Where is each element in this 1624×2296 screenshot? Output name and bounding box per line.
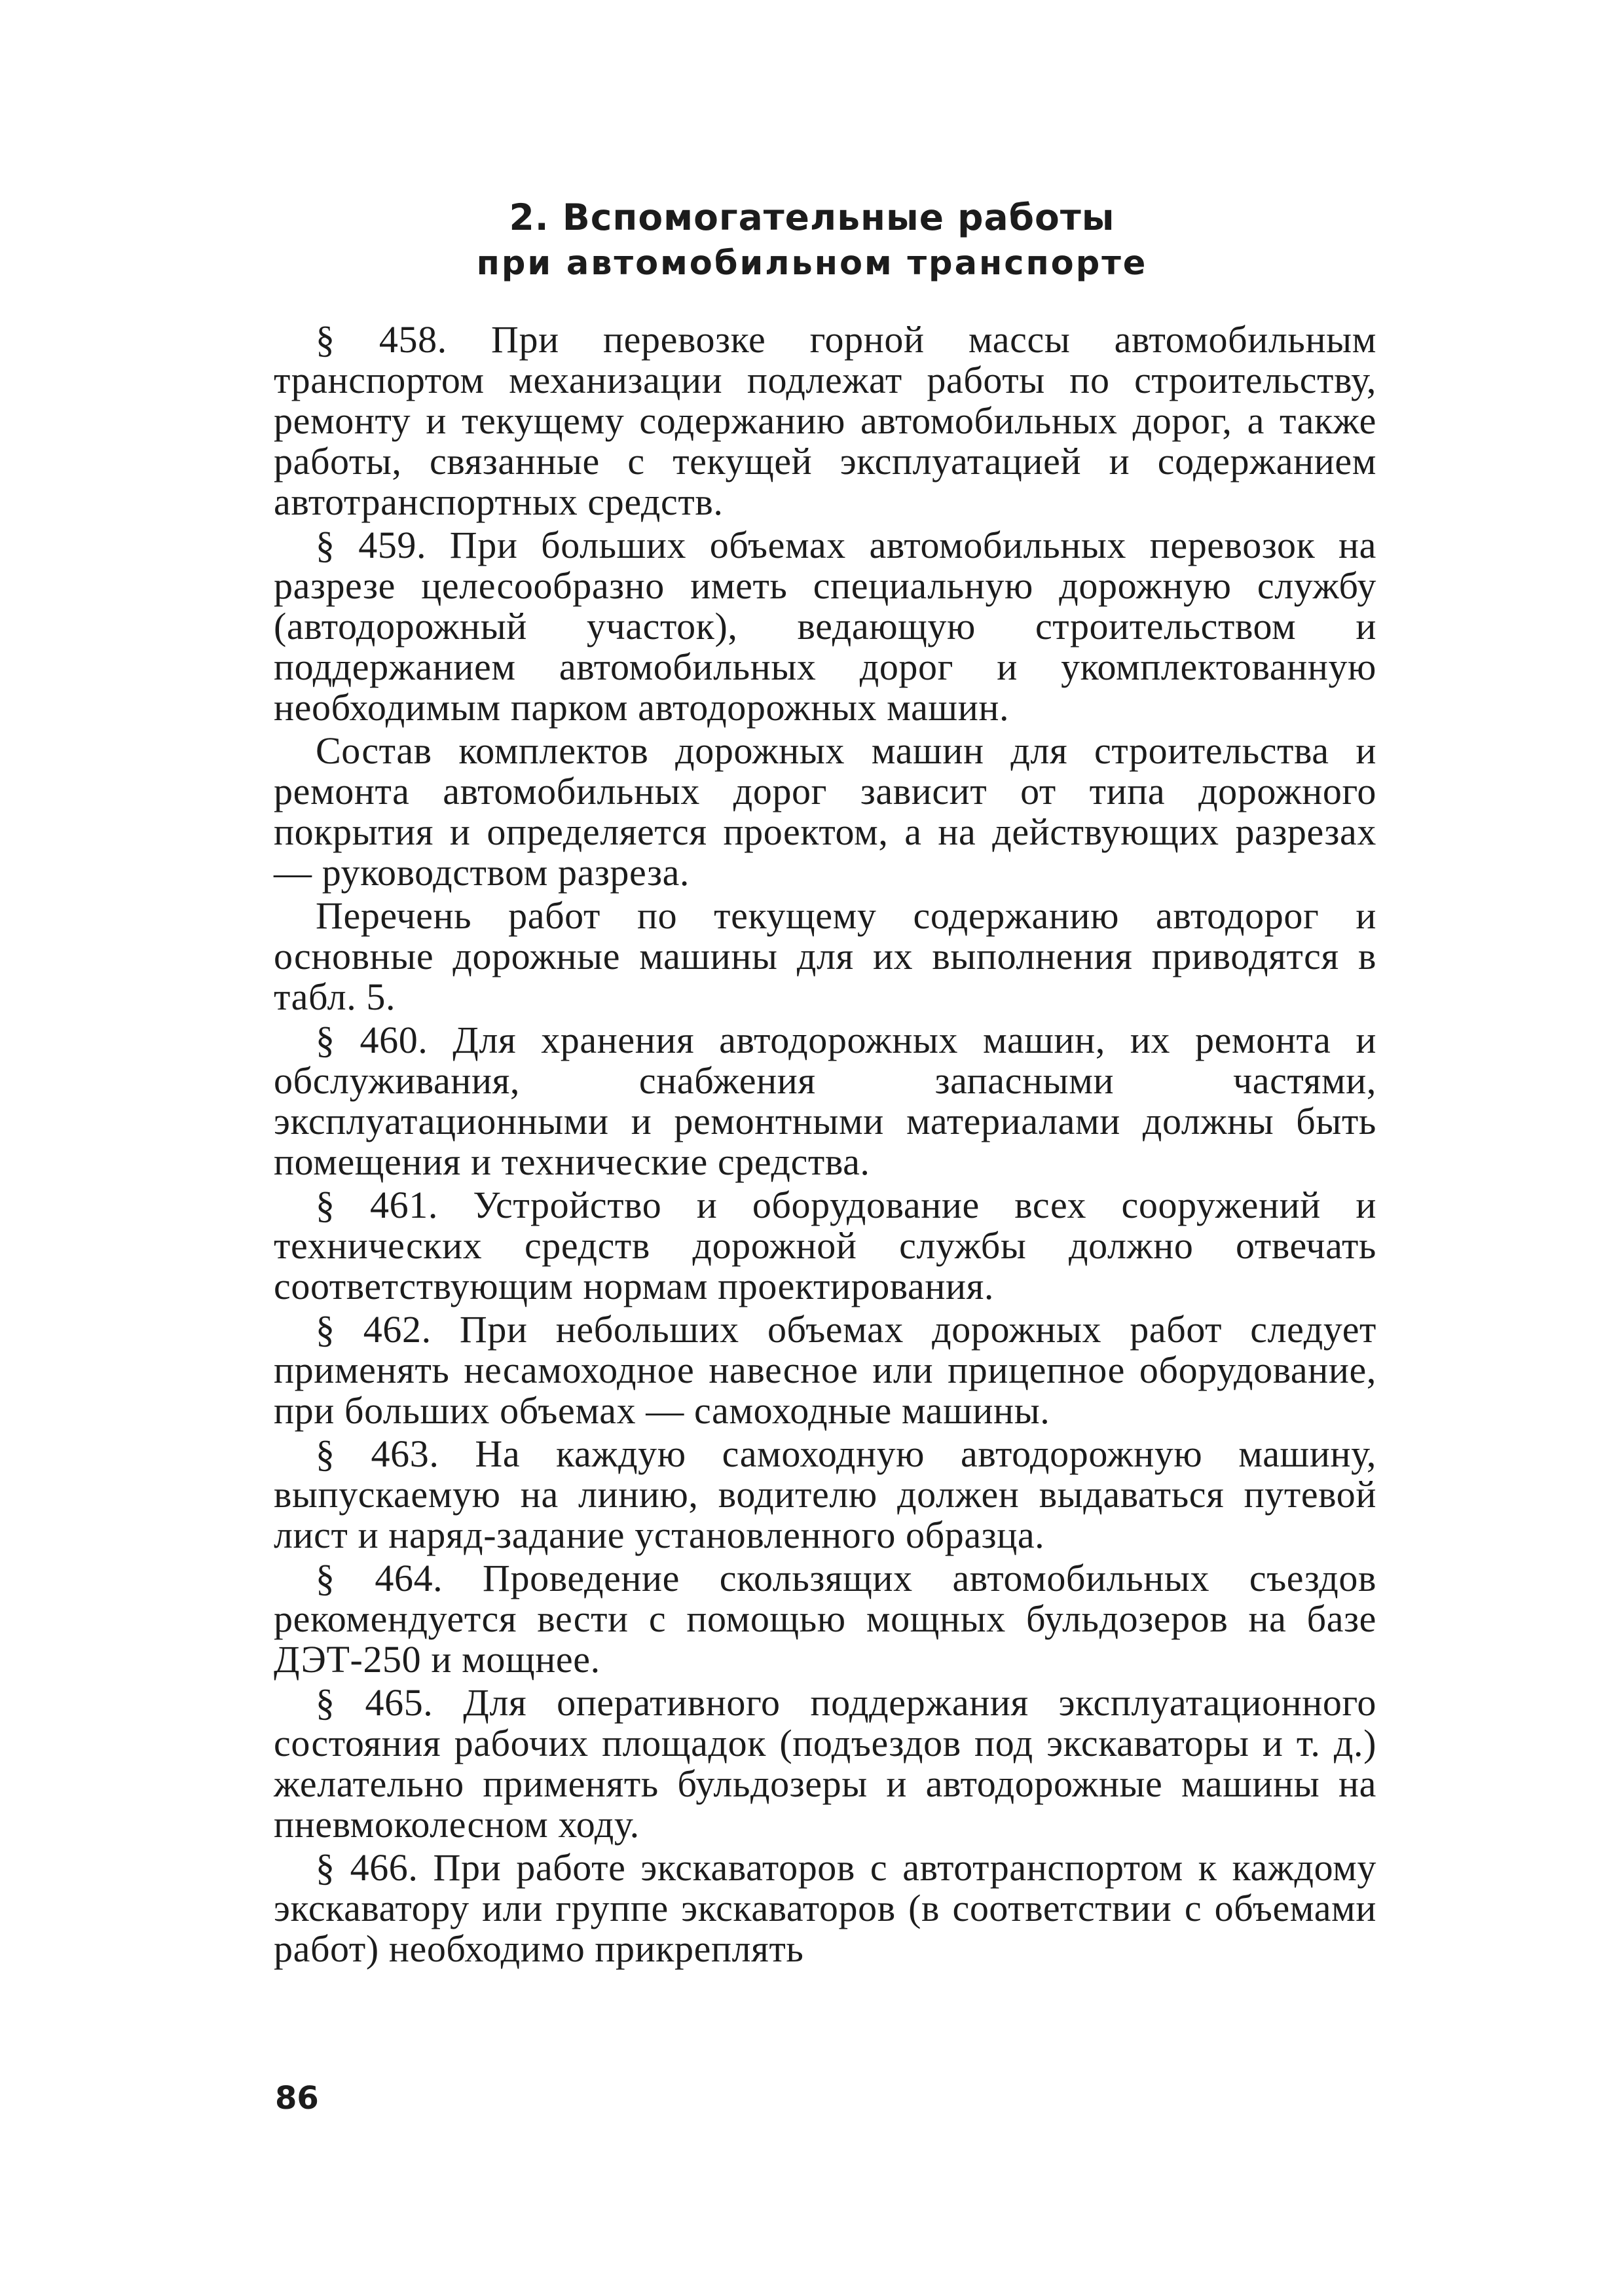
paragraph-464: § 464. Проведение скользящих автомобильных съездов рекомендуется вести с помощью мощных бульдозеров на базе ДЭТ-250 и мощнее.: [274, 1557, 1376, 1681]
paragraph-461: § 461. Устройство и оборудование всех сооружений и технических средств дорожной службы должно отвечать соответствующим нормам проектирования.: [274, 1184, 1376, 1307]
page-number: 86: [275, 2080, 319, 2117]
paragraph-machine-sets: Состав комплектов дорожных машин для строительства и ремонта автомобильных дорог зависит от типа дорожного покрытия и определяется проектом, а на действующих разрезах — руководством разреза.: [274, 729, 1376, 894]
paragraph-463: § 463. На каждую самоходную автодорожную машину, выпускаемую на линию, водителю должен выдаваться путевой лист и наряд-задание установленного образца.: [274, 1432, 1376, 1556]
paragraph-460: § 460. Для хранения автодорожных машин, их ремонта и обслуживания, снабжения запасными частями, эксплуатационными и ремонтными материалами должны быть помещения и технические средства.: [274, 1019, 1376, 1183]
body-text: [274, 319, 1376, 1972]
section-heading-line-2: при автомобильном транспорте: [476, 244, 1148, 283]
section-heading-line-1: 2. Вспомогательные работы: [509, 196, 1115, 238]
paragraph-458: § 458. При перевозке горной массы автомобильным транспортом механизации подлежат работы по строительству, ремонту и текущему содержанию автомобильных дорог, а также работы, связанные с текущей эксплуатацией и содержанием автотранспортных средств.: [274, 318, 1376, 523]
paragraph-466: § 466. При работе экскаваторов с автотранспортом к каждому экскаватору или группе экскаваторов (в соответствии с объемами работ) необходимо прикреплять: [274, 1846, 1376, 1970]
paragraph-works-list: Перечень работ по текущему содержанию автодорог и основные дорожные машины для их выполнения приводятся в табл. 5.: [274, 894, 1376, 1018]
paragraph-462: § 462. При небольших объемах дорожных работ следует применять несамоходное навесное или прицепное оборудование, при больших объемах — самоходные машины.: [274, 1308, 1376, 1432]
paragraph-465: § 465. Для оперативного поддержания эксплуатационного состояния рабочих площадок (подъездов под экскаваторы и т. д.) желательно применять бульдозеры и автодорожные машины на пневмоколесном ходу.: [274, 1681, 1376, 1846]
paragraph-459: § 459. При больших объемах автомобильных перевозок на разрезе целесообразно иметь специальную дорожную службу (автодорожный участок), ведающую строительством и поддержанием автомобильных дорог и укомплектованную необходимым парком автодорожных машин.: [274, 524, 1376, 729]
